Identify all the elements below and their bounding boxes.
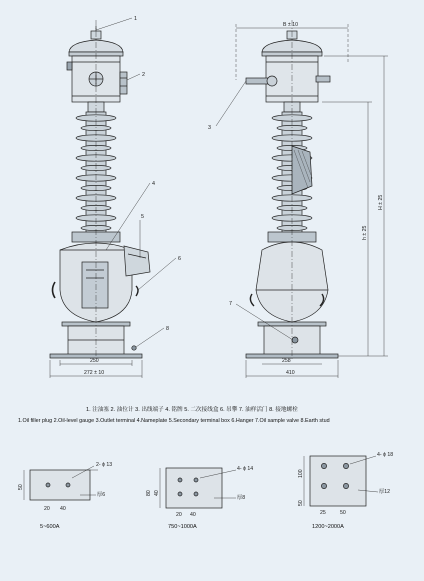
front-view [50,18,176,378]
terminal-caption-3: 1200~2000A [312,524,344,530]
dim-side-base-inner: 258 [282,358,291,364]
terminal-detail-3 [304,456,378,506]
t2-height: 40 [154,490,160,496]
t2-a: 20 [176,512,182,518]
terminal-caption-1: 5~600A [40,524,60,530]
t1-b: 40 [60,506,66,512]
nameplate [82,262,108,308]
oil-level-gauge [120,72,127,94]
dim-front-base-outer: 272 ± 10 [84,370,105,376]
callout-8: 8 [166,326,169,332]
terminal-caption-2: 750~1000A [168,524,197,530]
dim-side-h: h ± 25 [362,225,368,240]
callout-2: 2 [142,72,145,78]
secondary-terminal-box [124,246,150,276]
terminal-detail-1 [24,466,98,500]
dim-side-H: H ± 25 [378,194,384,210]
callout-3: 3 [208,125,211,131]
terminal-detail-2 [160,468,236,508]
t2-b: 40 [190,512,196,518]
t1-thick: 厚6 [97,492,106,498]
dim-side-top: B ± 10 [283,22,298,28]
callout-1: 1 [134,16,137,22]
t2-height2: 80 [146,490,152,496]
t1-a: 20 [44,506,50,512]
t3-a: 25 [320,510,326,516]
t1-height: 50 [18,484,24,490]
t3-thick: 厚12 [379,489,390,495]
earth-stud [132,346,136,350]
side-view [216,20,388,378]
dim-side-base-outer: 410 [286,370,295,376]
dim-front-base-inner: 250 [90,358,99,364]
callout-7: 7 [229,301,232,307]
outlet-terminal [246,78,268,84]
t3-height2: 50 [298,500,304,506]
callout-5: 5 [141,214,144,220]
t3-height: 100 [298,469,304,478]
callout-4: 4 [152,181,155,187]
legend-english: 1.Oil filler plug 2.Oil-level gauge 3.Outlet terminal 4.Nameplate 5.Secondary terminal box 6.Hanger 7.Oil sample valve 8.Earth stud [18,418,330,424]
t3-holes: 4- ϕ 18 [377,452,394,458]
t3-b: 50 [340,510,346,516]
callout-6: 6 [178,256,181,262]
hanger [53,282,56,298]
t2-thick: 厚8 [237,495,246,501]
t2-holes: 4- ϕ 14 [237,466,254,472]
t1-holes: 2- ϕ 13 [96,462,113,468]
legend-chinese: 1. 注油塞 2. 油位计 3. 出线端子 4. 铭牌 5. 二次接线盒 6. 吊攀 7. 油样活门 8. 接地螺栓 [86,407,298,413]
